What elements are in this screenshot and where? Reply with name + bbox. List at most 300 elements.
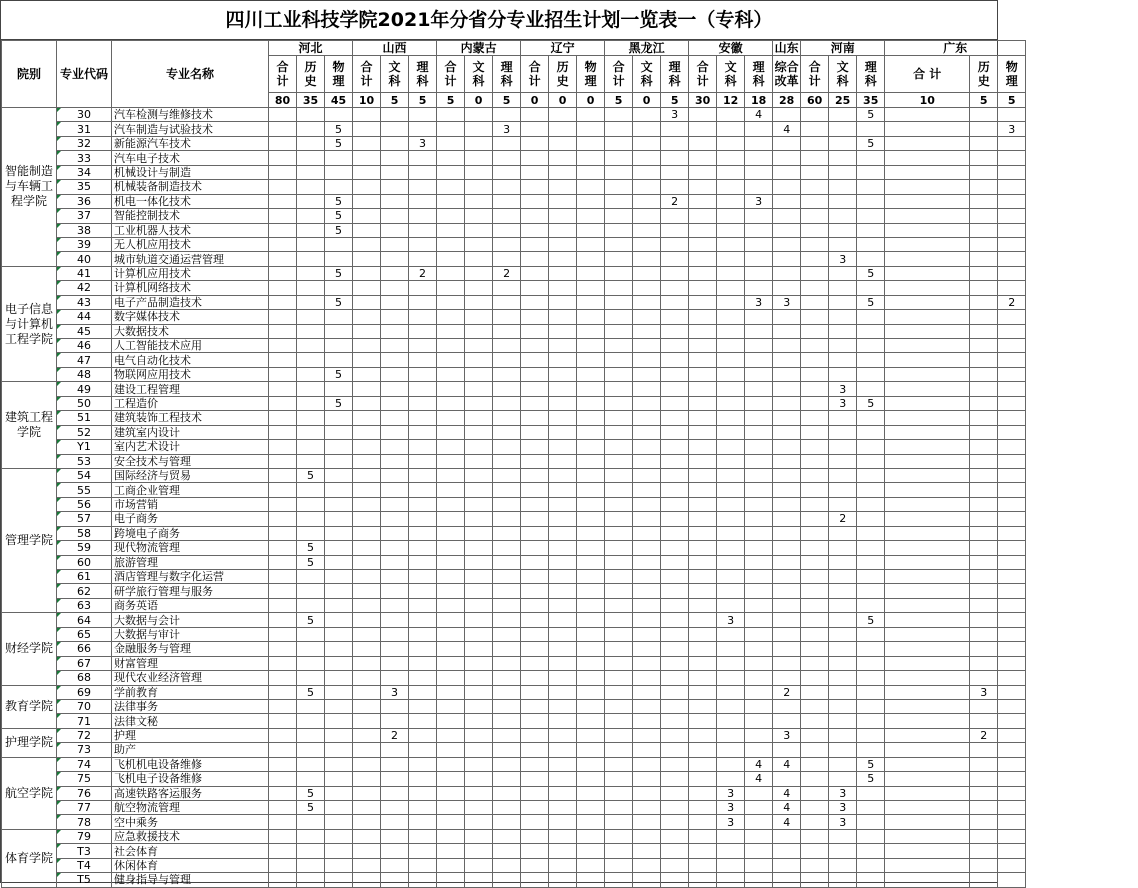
quota-cell xyxy=(409,699,437,713)
quota-cell xyxy=(773,165,801,179)
quota-cell xyxy=(353,396,381,410)
table-row xyxy=(2,570,1138,584)
quota-cell xyxy=(325,440,353,454)
major-code: 63 xyxy=(57,598,112,612)
quota-cell xyxy=(297,440,325,454)
quota-cell xyxy=(465,873,493,887)
quota-cell xyxy=(325,382,353,396)
quota-cell: 4 xyxy=(745,772,773,786)
quota-cell xyxy=(269,310,297,324)
quota-cell xyxy=(297,295,325,309)
quota-cell xyxy=(549,295,577,309)
quota-cell xyxy=(998,627,1026,641)
major-name: 建筑室内设计 xyxy=(112,425,269,439)
quota-cell xyxy=(885,526,970,540)
quota-cell xyxy=(998,252,1026,266)
major-name: 助产 xyxy=(112,743,269,757)
quota-cell xyxy=(437,237,465,251)
quota-cell xyxy=(689,165,717,179)
total-cell: 0 xyxy=(577,93,605,108)
quota-cell xyxy=(521,122,549,136)
quota-cell xyxy=(493,151,521,165)
quota-cell xyxy=(717,151,745,165)
quota-cell xyxy=(577,122,605,136)
quota-cell xyxy=(661,829,689,843)
quota-cell xyxy=(998,108,1026,122)
quota-cell: 3 xyxy=(773,295,801,309)
quota-cell xyxy=(745,252,773,266)
quota-cell xyxy=(465,685,493,699)
quota-cell xyxy=(829,324,857,338)
quota-cell xyxy=(661,815,689,829)
quota-cell xyxy=(549,151,577,165)
quota-cell: 5 xyxy=(857,108,885,122)
quota-cell xyxy=(269,671,297,685)
quota-cell xyxy=(998,656,1026,670)
quota-cell xyxy=(970,526,998,540)
quota-cell xyxy=(325,858,353,872)
quota-cell xyxy=(493,858,521,872)
quota-cell xyxy=(801,136,829,150)
quota-cell xyxy=(857,468,885,482)
quota-cell xyxy=(353,699,381,713)
quota-cell xyxy=(437,454,465,468)
table-row xyxy=(2,237,1138,251)
quota-cell xyxy=(717,772,745,786)
quota-cell xyxy=(745,801,773,815)
quota-cell xyxy=(577,382,605,396)
quota-cell xyxy=(409,685,437,699)
quota-cell xyxy=(661,396,689,410)
quota-cell xyxy=(549,627,577,641)
quota-cell xyxy=(465,757,493,771)
major-name: 工程造价 xyxy=(112,396,269,410)
table-row xyxy=(2,454,1138,468)
quota-cell xyxy=(605,454,633,468)
quota-cell xyxy=(269,728,297,742)
quota-cell xyxy=(605,570,633,584)
quota-cell xyxy=(801,353,829,367)
quota-cell xyxy=(493,440,521,454)
quota-cell xyxy=(549,209,577,223)
quota-cell xyxy=(829,151,857,165)
quota-cell xyxy=(409,858,437,872)
major-code: 72 xyxy=(57,728,112,742)
quota-cell xyxy=(325,699,353,713)
quota-cell xyxy=(521,310,549,324)
quota-cell xyxy=(829,136,857,150)
quota-cell xyxy=(437,353,465,367)
quota-cell xyxy=(857,829,885,843)
quota-cell xyxy=(689,468,717,482)
total-cell: 10 xyxy=(353,93,381,108)
table-row xyxy=(2,353,1138,367)
quota-cell xyxy=(801,656,829,670)
quota-cell xyxy=(409,801,437,815)
quota-cell xyxy=(381,209,409,223)
quota-cell xyxy=(297,209,325,223)
quota-cell xyxy=(437,858,465,872)
quota-cell xyxy=(493,396,521,410)
quota-cell xyxy=(801,844,829,858)
major-code: T4 xyxy=(57,858,112,872)
quota-cell: 2 xyxy=(409,266,437,280)
quota-cell xyxy=(801,122,829,136)
quota-cell xyxy=(633,613,661,627)
quota-cell xyxy=(717,252,745,266)
quota-cell xyxy=(325,237,353,251)
quota-cell xyxy=(381,656,409,670)
quota-cell xyxy=(353,656,381,670)
quota-cell xyxy=(717,844,745,858)
quota-cell xyxy=(493,180,521,194)
table-row xyxy=(2,252,1138,266)
quota-cell xyxy=(689,122,717,136)
quota-cell xyxy=(297,627,325,641)
quota-cell xyxy=(381,815,409,829)
quota-cell xyxy=(297,728,325,742)
quota-cell xyxy=(689,512,717,526)
quota-cell: 3 xyxy=(409,136,437,150)
quota-cell xyxy=(353,165,381,179)
quota-cell xyxy=(353,151,381,165)
quota-cell xyxy=(381,324,409,338)
major-code: 35 xyxy=(57,180,112,194)
table-row xyxy=(2,642,1138,656)
major-name: 空中乘务 xyxy=(112,815,269,829)
quota-cell xyxy=(549,685,577,699)
total-cell: 5 xyxy=(661,93,689,108)
quota-cell xyxy=(689,613,717,627)
quota-cell xyxy=(773,223,801,237)
quota-cell xyxy=(409,411,437,425)
quota-cell xyxy=(829,122,857,136)
quota-cell xyxy=(717,483,745,497)
quota-cell xyxy=(773,108,801,122)
header-code: 专业代码 xyxy=(57,41,112,108)
quota-cell xyxy=(269,339,297,353)
quota-cell xyxy=(661,252,689,266)
quota-cell xyxy=(605,252,633,266)
quota-cell xyxy=(605,266,633,280)
major-code: 36 xyxy=(57,194,112,208)
major-name: 航空物流管理 xyxy=(112,801,269,815)
quota-cell xyxy=(437,310,465,324)
major-code: 58 xyxy=(57,526,112,540)
quota-cell xyxy=(829,440,857,454)
quota-cell xyxy=(437,844,465,858)
quota-cell xyxy=(773,209,801,223)
quota-cell xyxy=(521,714,549,728)
quota-cell: 4 xyxy=(773,786,801,800)
quota-cell xyxy=(745,656,773,670)
quota-cell xyxy=(970,367,998,381)
quota-cell xyxy=(605,281,633,295)
quota-cell xyxy=(465,613,493,627)
table-row xyxy=(2,122,1138,136)
quota-cell xyxy=(549,353,577,367)
quota-cell xyxy=(970,858,998,872)
quota-cell xyxy=(297,382,325,396)
quota-cell xyxy=(998,151,1026,165)
quota-cell xyxy=(549,425,577,439)
college-name: 管理学院 xyxy=(2,468,57,612)
province-header: 安徽 xyxy=(689,41,773,56)
quota-cell xyxy=(689,194,717,208)
quota-cell xyxy=(437,584,465,598)
quota-cell xyxy=(998,440,1026,454)
quota-cell xyxy=(633,772,661,786)
quota-cell xyxy=(521,440,549,454)
quota-cell xyxy=(633,209,661,223)
table-row xyxy=(2,728,1138,742)
quota-cell xyxy=(801,454,829,468)
subheader-cell: 文 科 xyxy=(829,56,857,93)
quota-cell xyxy=(465,801,493,815)
quota-cell xyxy=(381,382,409,396)
quota-cell xyxy=(297,237,325,251)
table-row xyxy=(2,425,1138,439)
total-cell: 80 xyxy=(269,93,297,108)
quota-cell xyxy=(633,541,661,555)
quota-cell xyxy=(605,324,633,338)
quota-cell xyxy=(493,425,521,439)
quota-cell xyxy=(325,165,353,179)
quota-cell xyxy=(325,570,353,584)
quota-cell xyxy=(605,512,633,526)
quota-cell xyxy=(717,310,745,324)
quota-cell xyxy=(998,829,1026,843)
quota-cell xyxy=(297,252,325,266)
quota-cell xyxy=(998,353,1026,367)
quota-cell xyxy=(381,237,409,251)
quota-cell xyxy=(549,310,577,324)
quota-cell: 2 xyxy=(661,194,689,208)
quota-cell xyxy=(717,584,745,598)
quota-cell xyxy=(633,310,661,324)
quota-cell xyxy=(689,382,717,396)
quota-cell xyxy=(857,252,885,266)
quota-cell: 3 xyxy=(970,685,998,699)
quota-cell xyxy=(745,382,773,396)
quota-cell xyxy=(745,223,773,237)
quota-cell xyxy=(745,497,773,511)
quota-cell xyxy=(269,266,297,280)
quota-cell xyxy=(745,873,773,887)
quota-cell xyxy=(353,685,381,699)
quota-cell xyxy=(998,757,1026,771)
quota-cell xyxy=(605,122,633,136)
quota-cell xyxy=(745,151,773,165)
quota-cell xyxy=(493,324,521,338)
quota-cell xyxy=(633,151,661,165)
total-cell: 18 xyxy=(745,93,773,108)
quota-cell xyxy=(325,757,353,771)
quota-cell xyxy=(577,627,605,641)
quota-cell xyxy=(521,815,549,829)
quota-cell xyxy=(633,526,661,540)
quota-cell xyxy=(689,310,717,324)
subheader-cell: 文 科 xyxy=(717,56,745,93)
quota-cell xyxy=(857,165,885,179)
quota-cell xyxy=(465,541,493,555)
quota-cell xyxy=(325,801,353,815)
quota-cell xyxy=(998,237,1026,251)
table-row xyxy=(2,281,1138,295)
quota-cell xyxy=(577,598,605,612)
quota-cell xyxy=(465,180,493,194)
quota-cell xyxy=(549,873,577,887)
quota-cell xyxy=(998,699,1026,713)
quota-cell xyxy=(381,642,409,656)
quota-cell xyxy=(577,786,605,800)
quota-cell xyxy=(409,555,437,569)
quota-cell xyxy=(885,209,970,223)
quota-cell xyxy=(689,714,717,728)
quota-cell xyxy=(409,382,437,396)
quota-cell xyxy=(409,122,437,136)
quota-cell xyxy=(465,656,493,670)
quota-cell xyxy=(493,353,521,367)
quota-cell xyxy=(549,252,577,266)
quota-cell xyxy=(633,815,661,829)
quota-cell xyxy=(801,613,829,627)
major-code: 41 xyxy=(57,266,112,280)
subheader-cell: 合 计 xyxy=(689,56,717,93)
quota-cell xyxy=(269,223,297,237)
quota-cell xyxy=(829,613,857,627)
quota-cell xyxy=(829,108,857,122)
province-header: 广东 xyxy=(885,41,1026,56)
quota-cell xyxy=(521,165,549,179)
quota-cell xyxy=(493,223,521,237)
quota-cell xyxy=(745,613,773,627)
quota-cell xyxy=(801,728,829,742)
quota-cell xyxy=(745,324,773,338)
major-code: 32 xyxy=(57,136,112,150)
quota-cell xyxy=(661,757,689,771)
quota-cell xyxy=(521,367,549,381)
major-code: 70 xyxy=(57,699,112,713)
major-code: 78 xyxy=(57,815,112,829)
major-name: 旅游管理 xyxy=(112,555,269,569)
quota-cell xyxy=(605,108,633,122)
quota-cell xyxy=(381,483,409,497)
quota-cell xyxy=(381,671,409,685)
major-code: 43 xyxy=(57,295,112,309)
quota-cell xyxy=(605,627,633,641)
quota-cell xyxy=(773,497,801,511)
major-name: 物联网应用技术 xyxy=(112,367,269,381)
quota-cell xyxy=(633,570,661,584)
table-row xyxy=(2,266,1138,280)
quota-cell xyxy=(297,844,325,858)
major-code: 50 xyxy=(57,396,112,410)
quota-cell xyxy=(689,627,717,641)
quota-cell xyxy=(465,555,493,569)
quota-cell xyxy=(269,584,297,598)
quota-cell xyxy=(577,425,605,439)
quota-cell xyxy=(633,396,661,410)
major-code: 33 xyxy=(57,151,112,165)
quota-cell xyxy=(549,180,577,194)
quota-cell xyxy=(605,165,633,179)
quota-cell xyxy=(549,844,577,858)
quota-cell xyxy=(521,685,549,699)
quota-cell xyxy=(493,165,521,179)
quota-cell xyxy=(857,685,885,699)
quota-cell xyxy=(381,136,409,150)
quota-cell xyxy=(325,483,353,497)
quota-cell xyxy=(269,367,297,381)
quota-cell xyxy=(353,310,381,324)
quota-cell xyxy=(465,526,493,540)
quota-cell xyxy=(605,440,633,454)
quota-cell xyxy=(661,136,689,150)
quota-cell xyxy=(689,339,717,353)
quota-cell xyxy=(325,584,353,598)
quota-cell xyxy=(325,772,353,786)
quota-cell xyxy=(689,425,717,439)
quota-cell xyxy=(829,266,857,280)
major-code: 53 xyxy=(57,454,112,468)
quota-cell xyxy=(269,570,297,584)
quota-cell xyxy=(269,295,297,309)
quota-cell xyxy=(493,108,521,122)
quota-cell xyxy=(998,598,1026,612)
quota-cell xyxy=(998,136,1026,150)
quota-cell xyxy=(353,411,381,425)
quota-cell xyxy=(717,555,745,569)
table-row xyxy=(2,801,1138,815)
total-cell: 35 xyxy=(297,93,325,108)
quota-cell xyxy=(577,310,605,324)
quota-cell xyxy=(829,223,857,237)
quota-cell xyxy=(409,757,437,771)
quota-cell xyxy=(773,194,801,208)
quota-cell xyxy=(829,209,857,223)
quota-cell xyxy=(885,584,970,598)
quota-cell xyxy=(437,829,465,843)
table-row xyxy=(2,194,1138,208)
quota-cell xyxy=(605,671,633,685)
quota-cell xyxy=(577,468,605,482)
major-name: 跨境电子商务 xyxy=(112,526,269,540)
quota-cell xyxy=(717,541,745,555)
total-cell: 30 xyxy=(689,93,717,108)
quota-cell xyxy=(773,396,801,410)
quota-cell xyxy=(437,685,465,699)
table-row xyxy=(2,598,1138,612)
quota-cell xyxy=(689,772,717,786)
major-code: 51 xyxy=(57,411,112,425)
quota-cell xyxy=(521,598,549,612)
quota-cell xyxy=(493,772,521,786)
quota-cell xyxy=(269,281,297,295)
quota-cell xyxy=(437,699,465,713)
quota-cell xyxy=(577,772,605,786)
quota-cell xyxy=(970,598,998,612)
quota-cell xyxy=(577,497,605,511)
major-code: 57 xyxy=(57,512,112,526)
quota-cell xyxy=(970,483,998,497)
quota-cell xyxy=(970,829,998,843)
quota-cell xyxy=(521,699,549,713)
quota-cell xyxy=(297,194,325,208)
quota-cell xyxy=(269,656,297,670)
quota-cell xyxy=(661,237,689,251)
quota-cell xyxy=(465,122,493,136)
